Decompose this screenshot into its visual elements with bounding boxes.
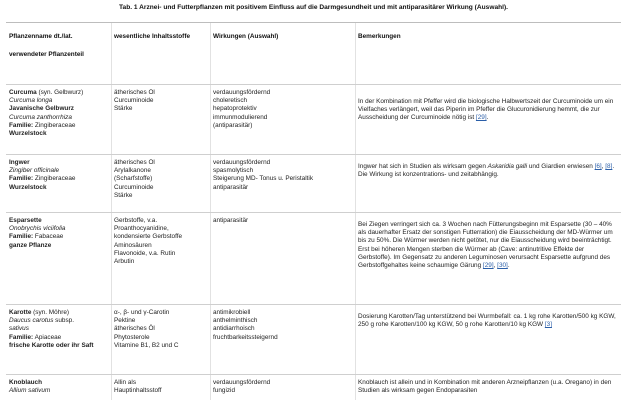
header-ingredients: wesentliche Inhaltsstoffe bbox=[114, 33, 190, 40]
ingredient: Proanthocyanidine, bbox=[114, 225, 169, 233]
plant-alt-name: Javanische Gelbwurz bbox=[9, 105, 74, 113]
remark-text: Dosierung Karotten/Tag unterstützend bei Wurmbefall: ca. 1 kg rohe Karotten/500 kg KGW, 250 g rohe Karotten/100 kg KGW, 50 g rohe Karotten/10 kg KGW bbox=[358, 313, 616, 329]
remark-text: und Giardien erwiesen bbox=[527, 163, 595, 170]
ingredient: Allin als bbox=[114, 379, 137, 386]
plant-latin-name: Daucus carotus bbox=[9, 317, 54, 325]
ingredient: Pektine bbox=[114, 317, 136, 325]
table-caption: Tab. 1 Arznei- und Futterpflanzen mit positivem Einfluss auf die Darmgesundheit und mit antiparasitärer Wirkung (Auswahl). bbox=[118, 4, 508, 11]
ingredients-cell bbox=[111, 89, 210, 154]
plant-family: Apiaceae bbox=[33, 333, 62, 341]
family-label: Familie: bbox=[9, 175, 34, 183]
table-header-row bbox=[6, 22, 621, 84]
remark-text: Ingwer hat sich in Studien als wirksam gegen bbox=[358, 163, 488, 170]
ingredients-cell bbox=[111, 309, 210, 374]
plant-latin-name: Curcuma longa bbox=[9, 97, 53, 105]
plant-alt-latin-name: Curcuma zanthorrhiza bbox=[9, 113, 72, 121]
ingredients-cell bbox=[111, 217, 210, 304]
plant-name: Curcuma bbox=[9, 89, 37, 96]
effect: fungizid bbox=[213, 387, 236, 395]
reference-link[interactable]: [8] bbox=[605, 163, 613, 170]
plant-cell bbox=[6, 309, 111, 374]
plant-name: Ingwer bbox=[9, 159, 30, 166]
effects-cell bbox=[210, 379, 355, 404]
effects-cell bbox=[210, 89, 355, 154]
reference-link[interactable]: [29] bbox=[475, 114, 487, 122]
effect: antimikrobiell bbox=[213, 309, 251, 316]
plant-cell bbox=[6, 217, 111, 304]
effect: antiparasitär bbox=[213, 183, 249, 191]
ingredient: Hauptinhaltsstoff bbox=[114, 387, 162, 395]
ingredient: ätherisches Öl bbox=[114, 89, 155, 96]
ingredient: Arylalkanone bbox=[114, 167, 151, 175]
remark-text: . bbox=[507, 262, 510, 270]
remark-text: . Die Wirkung ist konzentrations- und zeitabhängig. bbox=[358, 163, 615, 179]
family-label: Familie: bbox=[9, 233, 34, 241]
ingredient: (Scharfstoffe) bbox=[114, 175, 153, 183]
reference-link[interactable]: [30] bbox=[497, 262, 508, 270]
effect: verdauungsfördernd bbox=[213, 159, 271, 166]
plant-part: ganze Pflanze bbox=[9, 241, 52, 249]
plants-table bbox=[6, 22, 621, 404]
plant-family: Fabaceae bbox=[33, 233, 64, 241]
header-plant-name-label: Pflanzenname dt./lat. bbox=[9, 33, 73, 40]
header-effects: Wirkungen (Auswahl) bbox=[213, 33, 279, 40]
plant-latin-suffix: subsp. bbox=[53, 317, 75, 325]
remark-text: Bei Ziegen verringert sich ca. 3 Wochen nach Fütterungsbeginn mit Esparsette (30 – 40% als dauerhafter Ersatz der sonstigen Futterration) die Eiausscheidung der MD-Würmer um bis zu 50%. Die Würmer werden nicht getötet, nur die Eiausscheidung wird beeinträchtigt. Erst bei höheren Mengen sterben die Würmer ab (Cave: antinutritive Effekte der Gerbstoffe). Im Gegensatz zu anderen Leguminosen verursacht Esparsette aufgrund des Gerbstoffgehaltes keine schaumige Gärung bbox=[358, 221, 613, 270]
remark-text: , bbox=[493, 262, 498, 270]
remarks-cell bbox=[355, 309, 621, 374]
effect: verdauungsfördernd bbox=[213, 379, 271, 386]
plant-latin-name: Allium sativum bbox=[9, 387, 51, 395]
plant-synonym: (syn. Möhre) bbox=[31, 309, 70, 316]
reference-link[interactable]: [29] bbox=[482, 262, 494, 270]
remarks-cell bbox=[355, 159, 621, 212]
plant-name: Esparsette bbox=[9, 217, 42, 224]
reference-link[interactable]: [6] bbox=[594, 163, 602, 170]
ingredient: ätherisches Öl bbox=[114, 159, 155, 166]
plant-part: Wurzelstock bbox=[9, 183, 47, 191]
effect: spasmolytisch bbox=[213, 167, 254, 175]
reference-link[interactable]: [3] bbox=[544, 321, 552, 329]
effects-cell bbox=[210, 309, 355, 374]
family-label: Familie: bbox=[9, 121, 34, 129]
effect: verdauungsfördernd bbox=[213, 89, 271, 96]
ingredient: Aminosäuren bbox=[114, 241, 152, 249]
effect: choleretisch bbox=[213, 97, 248, 105]
ingredients-cell bbox=[111, 379, 210, 404]
plant-cell bbox=[6, 379, 111, 404]
ingredient: Flavonoide, v.a. Rutin bbox=[114, 249, 176, 257]
plant-family: Zingiberaceae bbox=[33, 175, 76, 183]
plant-latin-subspecies: sativus bbox=[9, 325, 29, 333]
plant-latin-name: Zingiber officinale bbox=[9, 167, 60, 175]
effect: immunmodulierend bbox=[213, 113, 268, 121]
ingredient: Stärke bbox=[114, 105, 133, 113]
effect: hepatoprotektiv bbox=[213, 105, 257, 113]
header-plant-name bbox=[6, 33, 111, 84]
remark-text: , bbox=[601, 163, 606, 170]
plant-cell bbox=[6, 89, 111, 154]
effects-cell bbox=[210, 159, 355, 212]
header-plant-part-label: verwendeter Pflanzenteil bbox=[9, 51, 84, 59]
ingredient: Arbutin bbox=[114, 258, 135, 266]
plant-name: Knoblauch bbox=[9, 379, 43, 386]
effect: antidiarrhoisch bbox=[213, 325, 255, 333]
effect: (antiparasitär) bbox=[213, 121, 253, 129]
plant-family: Zingiberaceae bbox=[33, 121, 76, 129]
table-row-ingwer bbox=[6, 154, 621, 212]
ingredient: ätherisches Öl bbox=[114, 325, 155, 333]
ingredient: kondensierte Gerbstoffe bbox=[114, 233, 183, 241]
remarks-cell bbox=[355, 379, 621, 404]
ingredient: Gerbstoffe, v.a. bbox=[114, 217, 158, 224]
plant-name: Karotte bbox=[9, 309, 32, 316]
effect: antiparasitär bbox=[213, 217, 249, 224]
ingredients-cell bbox=[111, 159, 210, 212]
effect: fruchtbarkeitssteigernd bbox=[213, 333, 278, 341]
remark-species: Askaridia galli bbox=[487, 163, 528, 170]
plant-cell bbox=[6, 159, 111, 212]
effect: Steigerung MD- Tonus u. Peristaltik bbox=[213, 175, 314, 183]
remarks-cell bbox=[355, 89, 621, 154]
header-remarks: Bemerkungen bbox=[358, 33, 401, 40]
ingredient: Phytosterole bbox=[114, 333, 150, 341]
remark-text: Knoblauch ist allein und in Kombination mit anderen Arzneipflanzen (u.a. Oregano) in den Studien als wirksam gegen Endoparasiten bbox=[358, 379, 612, 395]
plant-latin-name: Onobrychis viciifolia bbox=[9, 225, 66, 233]
remarks-cell bbox=[355, 217, 621, 304]
ingredient: α-, β- und γ-Carotin bbox=[114, 309, 170, 316]
table-row-karotte bbox=[6, 304, 621, 374]
plant-part: frische Karotte oder ihr Saft bbox=[9, 341, 94, 349]
table-row-esparsette bbox=[6, 212, 621, 304]
ingredient: Stärke bbox=[114, 191, 133, 199]
family-label: Familie: bbox=[9, 333, 34, 341]
plant-part: Wurzelstock bbox=[9, 130, 47, 138]
ingredient: Curcuminoide bbox=[114, 183, 154, 191]
effect: anthelminthisch bbox=[213, 317, 258, 325]
remark-text: In der Kombination mit Pfeffer wird die biologische Halbwertszeit der Curcuminoide um ein Vielfaches verlängert, weil das Piperin im Pfeffer die Glucuronidierung hemmt, die zur Ausscheidung der Curcuminoide nötig ist bbox=[358, 98, 614, 122]
table-row-curcuma bbox=[6, 84, 621, 154]
effects-cell bbox=[210, 217, 355, 304]
remark-text: . bbox=[486, 114, 489, 122]
ingredient: Vitamine B1, B2 und C bbox=[114, 341, 179, 349]
plant-synonym: (syn. Gelbwurz) bbox=[36, 89, 84, 96]
ingredient: Curcuminoide bbox=[114, 97, 154, 105]
